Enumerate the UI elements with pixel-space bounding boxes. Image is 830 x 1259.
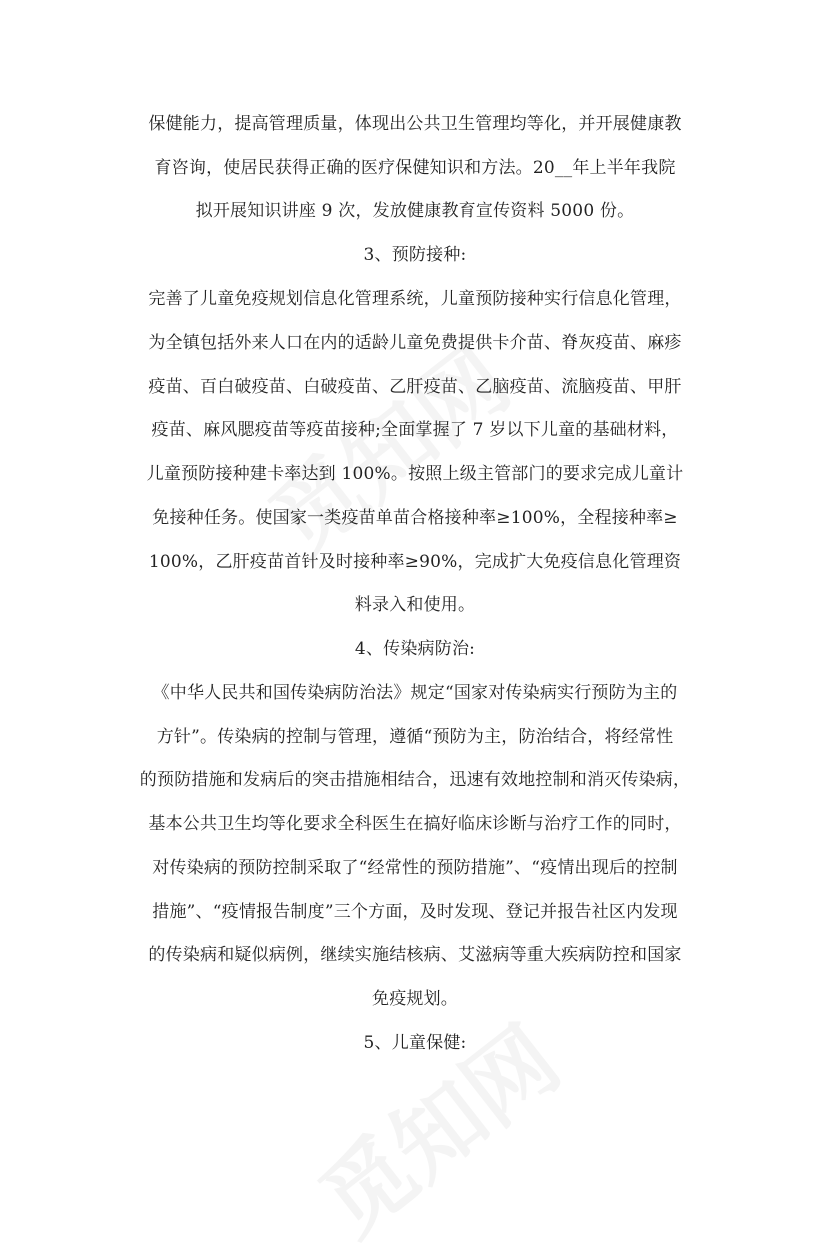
section-heading: 5、儿童保健: bbox=[363, 1033, 467, 1053]
body-text-line: 完善了儿童免疫规划信息化管理系统，儿童预防接种实行信息化管理， bbox=[148, 289, 682, 309]
body-text-line: 措施”、“疫情报告制度”三个方面，及时发现、登记并报告社区内发现 bbox=[152, 902, 678, 922]
body-text-line: 疫苗、麻风腮疫苗等疫苗接种;全面掌握了 7 岁以下儿童的基础材料， bbox=[151, 420, 679, 440]
body-text-line: 基本公共卫生均等化要求全科医生在搞好临床诊断与治疗工作的同时， bbox=[148, 814, 682, 834]
body-text-line: 的传染病和疑似病例，继续实施结核病、艾滋病等重大疾病防控和国家 bbox=[148, 945, 682, 965]
body-text-line: 育咨询，使居民获得正确的医疗保健知识和方法。20__年上半年我院 bbox=[154, 158, 676, 178]
body-text-line: 料录入和使用。 bbox=[354, 595, 476, 615]
body-text-line: 疫苗、百白破疫苗、白破疫苗、乙肝疫苗、乙脑疫苗、流脑疫苗、甲肝 bbox=[148, 377, 682, 397]
body-text-line: 对传染病的预防控制采取了“经常性的预防措施”、“疫情出现后的控制 bbox=[152, 858, 678, 878]
body-text-line: 免疫规划。 bbox=[372, 989, 458, 1009]
body-text-line: 的预防措施和发病后的突击措施相结合，迅速有效地控制和消灭传染病， bbox=[139, 770, 691, 790]
body-text-line: 为全镇包括外来人口在内的适龄儿童免费提供卡介苗、脊灰疫苗、麻疹 bbox=[148, 333, 682, 353]
body-text-line: 方针”。传染病的控制与管理，遵循“预防为主，防治结合，将经常性 bbox=[156, 727, 674, 747]
section-heading: 3、预防接种: bbox=[363, 245, 467, 265]
body-text-line: 保健能力，提高管理质量，体现出公共卫生管理均等化，并开展健康教 bbox=[148, 114, 682, 134]
body-text-line: 100%，乙肝疫苗首针及时接种率≥90%，完成扩大免疫信息化管理资 bbox=[148, 552, 682, 572]
body-text-line: 《中华人民共和国传染病防治法》规定“国家对传染病实行预防为主的 bbox=[152, 683, 678, 703]
section-heading: 4、传染病防治: bbox=[354, 639, 476, 659]
body-text-line: 免接种任务。使国家一类疫苗单苗合格接种率≥100%，全程接种率≥ bbox=[152, 508, 678, 528]
body-text-line: 拟开展知识讲座 9 次，发放健康教育宣传资料 5000 份。 bbox=[195, 201, 635, 221]
body-text-line: 儿童预防接种建卡率达到 100%。按照上级主管部门的要求完成儿童计 bbox=[146, 464, 684, 484]
